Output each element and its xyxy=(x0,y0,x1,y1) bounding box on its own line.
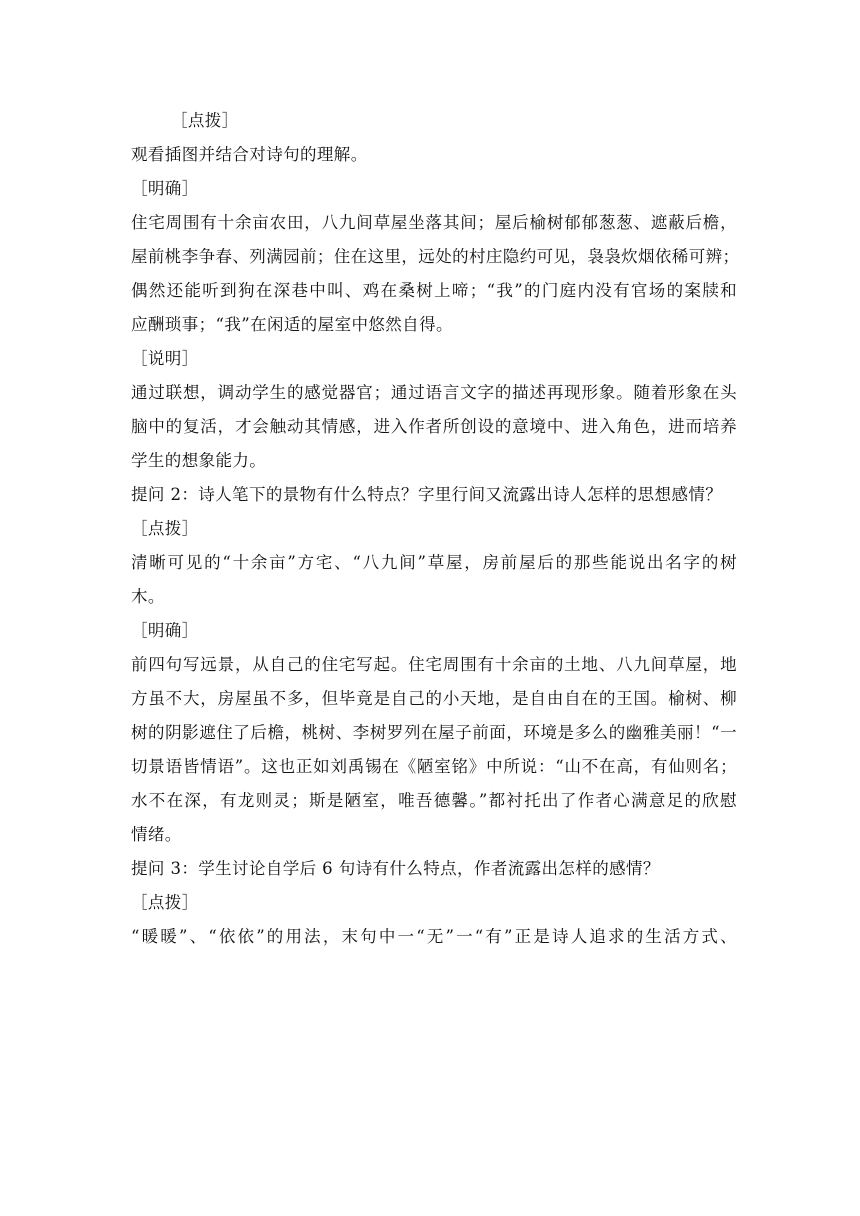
question-2: 提问 2：诗人笔下的景物有什么特点？字里行间又流露出诗人怎样的思想感情？ xyxy=(131,485,723,504)
paragraph-line: 情绪。 xyxy=(131,825,182,844)
hint-text: 观看插图并结合对诗句的理解。 xyxy=(131,145,368,164)
section-label-hint: ［点拨］ xyxy=(131,893,199,912)
paragraph-line: 前四句写远景，从自己的住宅写起。住宅周围有十余亩的土地、八九间草屋，地 xyxy=(131,655,737,674)
section-label-clarify: ［明确］ xyxy=(131,179,199,198)
paragraph-line: 清晰可见的“十余亩”方宅、“八九间”草屋，房前屋后的那些能说出名字的树 xyxy=(131,553,737,572)
paragraph-line: 住宅周围有十余亩农田，八九间草屋坐落其间；屋后榆树郁郁葱葱、遮蔽后檐， xyxy=(131,213,737,232)
paragraph-line: 木。 xyxy=(131,587,165,606)
paragraph-line: 树的阴影遮住了后檐，桃树、李树罗列在屋子前面，环境是多么的幽雅美丽！“一 xyxy=(131,723,737,742)
document-body xyxy=(131,104,740,954)
question-3: 提问 3：学生讨论自学后 6 句诗有什么特点，作者流露出怎样的感情？ xyxy=(131,859,660,878)
paragraph-line: 学生的想象能力。 xyxy=(131,451,267,470)
paragraph-line: 脑中的复活，才会触动其情感，进入作者所创设的意境中、进入角色，进而培养 xyxy=(131,417,737,436)
section-label-hint: ［点拨］ xyxy=(171,111,239,130)
paragraph-line: 应酬琐事；“我”在闲适的屋室中悠然自得。 xyxy=(131,315,453,334)
section-label-hint: ［点拨］ xyxy=(131,519,199,538)
paragraph-line: 屋前桃李争春、列满园前；住在这里，远处的村庄隐约可见，袅袅炊烟依稀可辨； xyxy=(131,247,740,266)
paragraph-line: 水不在深，有龙则灵；斯是陋室，唯吾德馨。”都衬托出了作者心满意足的欣慰 xyxy=(131,791,737,810)
paragraph-line: “暖暖”、“依依”的用法，末句中一“无”一“有”正是诗人追求的生活方式、 xyxy=(131,927,737,946)
section-label-clarify: ［明确］ xyxy=(131,621,199,640)
paragraph-line: 切景语皆情语”。这也正如刘禹锡在《陋室铭》中所说：“山不在高，有仙则名； xyxy=(131,757,737,776)
paragraph-line: 方虽不大，房屋虽不多，但毕竟是自己的小天地，是自由自在的王国。榆树、柳 xyxy=(131,689,737,708)
section-label-explain: ［说明］ xyxy=(131,349,199,368)
paragraph-line: 通过联想，调动学生的感觉器官；通过语言文字的描述再现形象。随着形象在头 xyxy=(131,383,737,402)
paragraph-line: 偶然还能听到狗在深巷中叫、鸡在桑树上啼；“我”的门庭内没有官场的案牍和 xyxy=(131,281,737,300)
